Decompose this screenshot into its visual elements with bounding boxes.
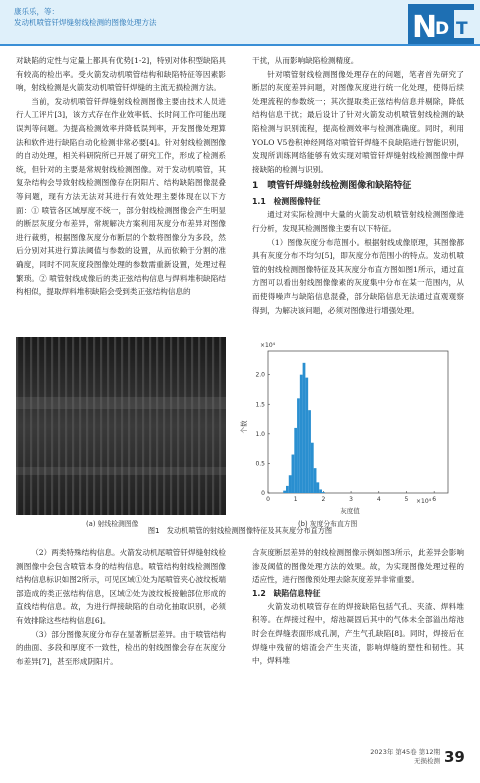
figure-title: 图1 发动机喷管的射线检测图像特征及其灰度分布直方图 xyxy=(147,526,333,535)
paragraph: 当前，发动机喷管钎焊缝射线检测图像主要由技术人员进行人工评片[3]，该方式存在作业效率低、长时间工作可能出现误判等问题。为提高检测效率并降低误判率，开发图像处理算法和软件进行缺陷自动化检测非常必要[4]。针对射线检测图像的自动处理，相关科研院所已开展了研究工作，形成了检测系统，但针对的主要是常规射线检测图像。对于发动机喷管，其复杂结构会导致射线检测图像存在阴阳片、结构缺陷图像混叠等问题，现有方法无法对其进行有效处理主要体现在以下方面：① 喷管各区域厚度不统一，部分射线检测图像会产生明显的断层灰度分布差异，常规解决方案利用灰度分布差异对图像进行裁剪，根据图像灰度分布断层的个数将图像分为多段，然后分别对其进行算法阈值与参数的设置，从而依赖于分割的准确度，同时不同灰度段图像处理的参数需重新设置，处理过程繁琐。② 喷管射线成像后的类正弦结构信息与焊料堆积缺陷结构相似，提取焊料堆积缺陷会受到类正弦结构信息的 xyxy=(16,96,226,297)
histogram-bar xyxy=(297,398,300,493)
paragraph: 火箭发动机喷管存在的焊接缺陷包括气孔、夹渣、焊料堆积等。在焊接过程中，熔池凝固后其中的气体未全部溢出熔池时会在焊缝表面形成孔洞，产生气孔缺陷[8]。同时，焊接后在焊缝中残留的熔渣会产生夹渣，影响焊缝的塑性和韧性。其中，焊料堆 xyxy=(252,601,464,666)
x-tick-label: 5 xyxy=(404,496,409,503)
histogram-bar xyxy=(311,443,314,493)
y-tick-label: 0 xyxy=(261,490,265,497)
y-exponent-label: ×10⁴ xyxy=(260,342,276,349)
histogram-bar xyxy=(294,428,297,493)
radiograph-image xyxy=(16,337,226,515)
header-title: 发动机喷管钎焊缝射线检测的图像处理方法 xyxy=(14,18,157,27)
y-tick-label: 1.0 xyxy=(255,430,265,438)
y-axis-label: 个数 xyxy=(240,420,248,434)
paragraph: （2）两类特殊结构信息。火箭发动机尾喷管钎焊缝射线检测图像中会包含喷管本身的结构信息。喷管结构射线检测图像结构信息标识如图2所示，可见区域①处为尾喷管夹心波纹板端部造成的类正弦结构信息，区域②处为波纹板接触部位形成的直线结构信息。故，为进行焊接缺陷的自动化抽取识别，必须有效排除这些结构信息[6]。 xyxy=(16,548,226,625)
histogram-bar xyxy=(286,486,289,493)
histogram-bar xyxy=(303,363,306,493)
x-tick-label: 0 xyxy=(266,496,270,503)
x-tick-label: 3 xyxy=(349,496,353,503)
left-column-top xyxy=(16,54,226,299)
histogram-bar xyxy=(308,410,311,493)
journal-name: 无损检测 xyxy=(414,757,440,765)
histogram-bar xyxy=(314,468,317,493)
y-tick-label: 1.5 xyxy=(255,401,265,409)
journal-footer xyxy=(360,748,440,766)
header-rule xyxy=(0,44,480,46)
paragraph: 干扰，从而影响缺陷检测精度。 xyxy=(252,56,359,65)
ndt-logo xyxy=(408,4,474,44)
paragraph: 对缺陷的定性与定量上都具有优势[1-2]，特别对体积型缺陷具有较高的检出率。受火箭发动机喷管结构和缺陷特征等因素影响，射线检测是火箭发动机喷管钎焊缝的主流无损检测方法。 xyxy=(16,56,226,93)
figure-caption-a: (a) 射线检测图像 xyxy=(86,520,139,528)
x-tick-label: 4 xyxy=(376,496,381,503)
paragraph: 含灰度断层差异的射线检测图像示例如图3所示，此差异会影响渗及阈值的图像处理方法的效果。故，为实现图像处理过程的适应性，进行图像预处理去除灰度差异非常重要。 xyxy=(252,548,464,585)
x-tick-label: 6 xyxy=(432,496,437,503)
histogram-bar xyxy=(322,492,325,493)
svg-text:N: N xyxy=(412,10,438,44)
x-tick-label: 1 xyxy=(293,496,298,503)
page-number: 39 xyxy=(444,748,465,766)
subsection-heading: 1.2 缺陷信息特征 xyxy=(252,588,321,598)
histogram-bar xyxy=(305,378,308,493)
y-tick-label: 0.5 xyxy=(255,460,265,468)
subsection-heading: 1.1 检测图像特征 xyxy=(252,197,321,207)
figure-caption-b: (b) 灰度分布直方图 xyxy=(298,520,358,528)
svg-text:T: T xyxy=(456,19,468,39)
paragraph: （1）图像灰度分布范围小。根据射线成像原理，其图像都具有灰度分布不均匀[5]，即灰度分布范围小的特点。发动机喷管的射线检测图像特征及其灰度分布直方图如图1所示，通过直方图可以看出射线图像像素的灰度集中分布在某一范围内，从而使得噪声与缺陷信息混叠，部分缺陷信息无法通过直观观察得到，为解决该问题，必须对图像进行增强处理。 xyxy=(252,237,464,315)
histogram-bar xyxy=(316,482,319,493)
y-tick-label: 2.0 xyxy=(255,371,265,379)
left-column-bottom xyxy=(16,546,226,668)
paragraph: 针对喷管射线检测图像处理存在的问题，笔者首先研究了断层的灰度差异问题，对图像灰度进行统一化处理，使得后续处理流程的参数统一；其次提取类正弦结构信息并剔除，降低结构信息干扰；最后设计了针对火箭发动机喷管射线检测的缺陷检测与识别流程，提高检测效率与检测准确度。同时，利用YOLO V5卷积神经网络对喷管钎焊缝不良缺陷进行智能识别，发现所训练网络能够有效实现对喷管钎焊缝射线检测图像中焊接缺陷的检测与识别。 xyxy=(252,69,464,174)
section-heading: 1 喷管钎焊缝射线检测图像和缺陷特征 xyxy=(252,181,412,192)
x-exponent-label: ×10⁴ xyxy=(416,498,432,505)
histogram-chart xyxy=(240,337,460,515)
paragraph: 通过对实际检测中大量的火箭发动机喷管射线检测图像进行分析，发现其检测图像主要有以下特征。 xyxy=(252,210,464,233)
histogram-bar xyxy=(283,491,286,493)
svg-text:D: D xyxy=(435,19,450,39)
histogram-bar xyxy=(292,455,295,493)
paragraph: （3）部分图像灰度分布存在显著断层差异。由于喷管结构的曲面、多段和厚度不一致性，检出的射线图像会存在灰度分布差异[7]，甚至形成阴阳片。 xyxy=(16,629,226,666)
x-axis-label: 灰度值 xyxy=(340,507,360,515)
running-header xyxy=(14,6,157,28)
header-authors: 康乐乐，等： xyxy=(14,7,59,16)
histogram-bar xyxy=(300,375,303,493)
x-tick-label: 2 xyxy=(321,496,326,503)
right-column-bottom xyxy=(252,546,464,668)
histogram-bar xyxy=(319,489,322,493)
right-column-top xyxy=(252,54,464,317)
histogram-bar xyxy=(289,475,292,493)
issue-info: 2023年 第45卷 第12期 xyxy=(370,748,440,756)
